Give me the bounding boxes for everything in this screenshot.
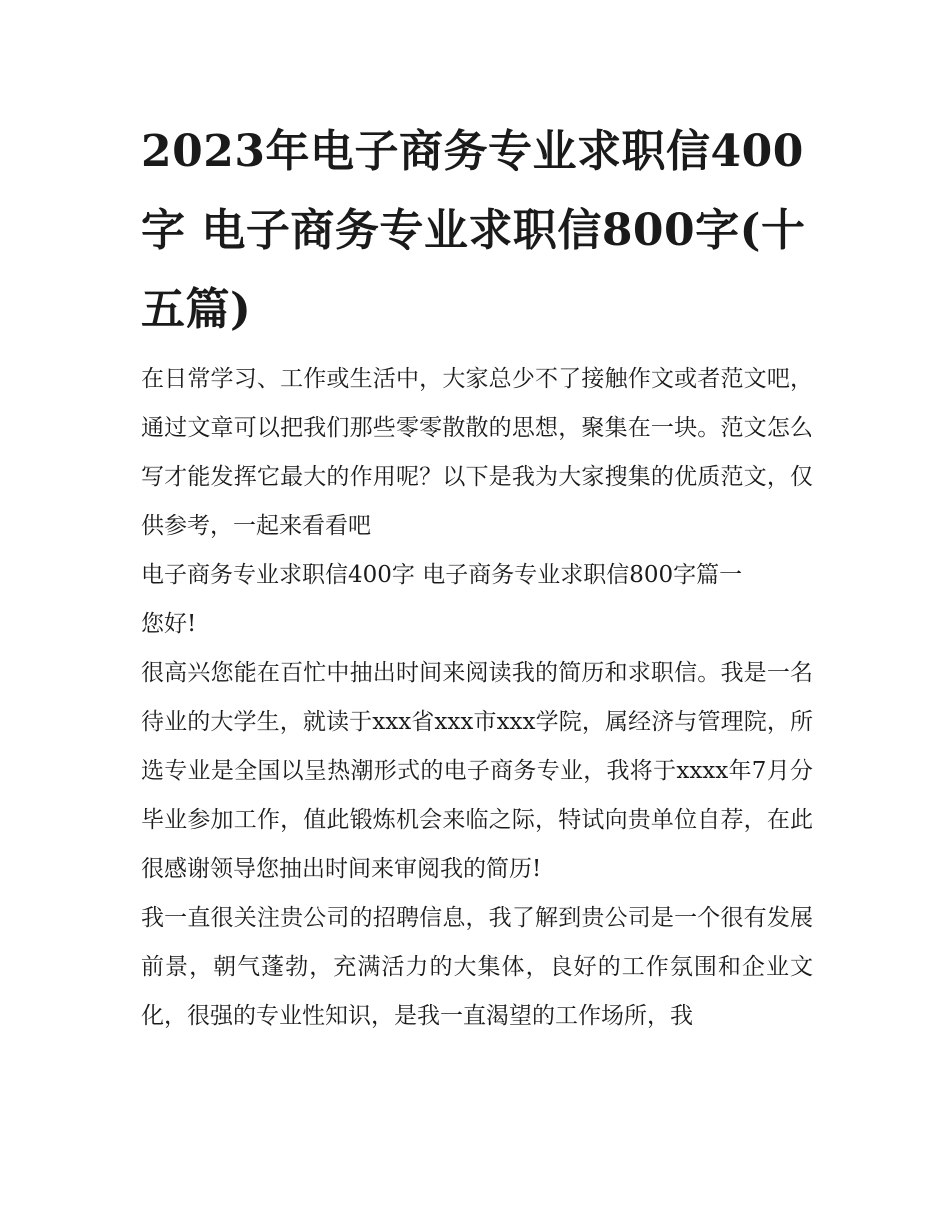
intro-paragraph: 在日常学习、工作或生活中，大家总少不了接触作文或者范文吧，通过文章可以把我们那些零零散散的思想，聚集在一块。范文怎么写才能发挥它最大的作用呢？以下是我为大家搜集的优质范文，仅供参考，一起来看看吧 — [141, 366, 813, 539]
document-title: 2023年电子商务专业求职信400字 电子商务专业求职信800字(十五篇) — [141, 126, 806, 335]
section-heading: 电子商务专业求职信400字 电子商务专业求职信800字篇一 — [141, 562, 743, 588]
body-paragraph-2: 我一直很关注贵公司的招聘信息，我了解到贵公司是一个很有发展前景，朝气蓬勃，充满活力的大集体，良好的工作氛围和企业文化，很强的专业性知识，是我一直渴望的工作场所，我 — [141, 905, 813, 1029]
body-paragraph-1: 很高兴您能在百忙中抽出时间来阅读我的简历和求职信。我是一名待业的大学生，就读于xxx省xxx市xxx学院，属经济与管理院，所选专业是全国以呈热潮形式的电子商务专业，我将于xxxx年7月分毕业参加工作，值此锻炼机会来临之际，特试向贵单位自荐，在此很感谢领导您抽出时间来审阅我的简历! — [141, 660, 813, 882]
salutation: 您好! — [141, 611, 197, 637]
document-body — [141, 112, 813, 1041]
